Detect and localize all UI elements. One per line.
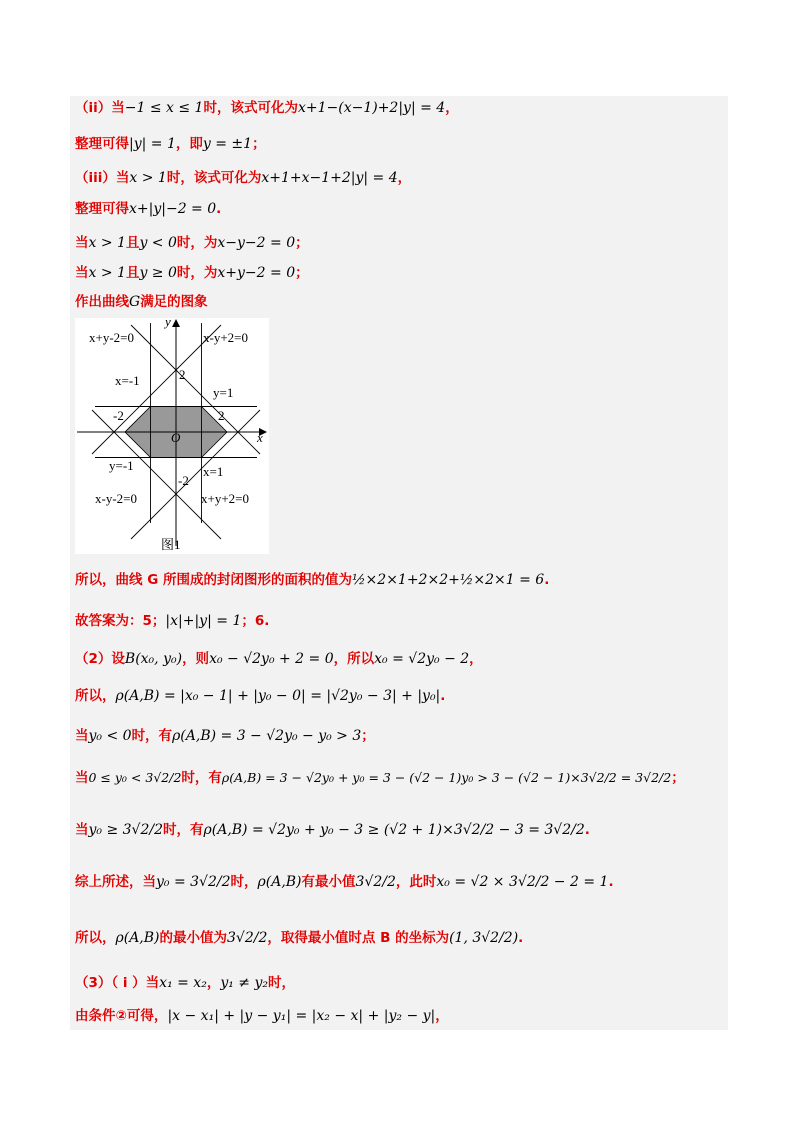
text-line: 当x > 1且y ≥ 0时，为x+y−2 = 0；: [75, 265, 309, 281]
text-line: 所以，ρ(A,B)的最小值为3√2/2，取得最小值时点 B 的坐标为(1, 3√2/2).: [75, 930, 524, 946]
text-line: 当x > 1且y < 0时，为x−y−2 = 0；: [75, 235, 309, 251]
text-line: 由条件②可得，|x − x₁| + |y − y₁| = |x₂ − x| + |y₂ − y|，: [75, 1008, 449, 1024]
label-x-eq-1: x=1: [203, 464, 224, 479]
text-line: （3）（ i ）当x₁ = x₂，y₁ ≠ y₂时，: [75, 975, 296, 991]
label-x-plus-y-minus-2: x+y-2=0: [89, 330, 134, 345]
label-origin: O: [171, 430, 181, 445]
text-line: 当0 ≤ y₀ < 3√2/2时，有ρ(A,B) = 3 − √2y₀ + y₀ = 3 − (√2 − 1)y₀ > 3 − (√2 − 1)×3√2/2 = 3√2/2；: [75, 770, 685, 786]
figure-caption: 图1: [161, 537, 181, 552]
label-y-eq-minus-1: y=-1: [109, 458, 134, 473]
text-line: 整理可得|y| = 1，即y = ±1；: [75, 136, 266, 152]
label-x-minus-y-plus-2: x-y+2=0: [203, 330, 248, 345]
label-tick-minus-2-left: -2: [113, 408, 124, 423]
text-line: （ii）当−1 ≤ x ≤ 1时，该式可化为x+1−(x−1)+2|y| = 4，: [75, 100, 459, 116]
text-line: 所以，曲线 G 所围成的封闭图形的面积的值为½×2×1+2×2+½×2×1 = 6.: [75, 572, 550, 588]
text-line: （2）设B(x₀, y₀)，则x₀ − √2y₀ + 2 = 0，所以x₀ = √2y₀ − 2，: [75, 651, 483, 667]
label-x-plus-y-plus-2: x+y+2=0: [201, 491, 249, 506]
text-line: 故答案为：5；|x|+|y| = 1；6.: [75, 613, 270, 629]
label-y-axis: y: [165, 318, 171, 329]
y-axis-arrow: [172, 319, 180, 327]
label-tick-minus-2-bottom: -2: [178, 473, 189, 488]
label-x-minus-y-minus-2: x-y-2=0: [95, 491, 137, 506]
graph-figure: [75, 318, 269, 554]
label-y-eq-1: y=1: [213, 385, 234, 400]
label-tick-2-right: 2: [218, 408, 225, 423]
text-line: 当y₀ < 0时，有ρ(A,B) = 3 − √2y₀ − y₀ > 3；: [75, 728, 375, 744]
text-line: 综上所述，当y₀ = 3√2/2时，ρ(A,B)有最小值3√2/2，此时x₀ = √2 × 3√2/2 − 2 = 1.: [75, 874, 614, 890]
label-tick-2-top: 2: [179, 367, 186, 382]
text-line: 当y₀ ≥ 3√2/2时，有ρ(A,B) = √2y₀ + y₀ − 3 ≥ (√2 + 1)×3√2/2 − 3 = 3√2/2.: [75, 822, 590, 838]
text-line: （iii）当x > 1时，该式可化为x+1+x−1+2|y| = 4，: [75, 170, 412, 186]
text-line: 整理可得x+|y|−2 = 0.: [75, 201, 222, 217]
text-line: 作出曲线G满足的图象: [75, 294, 208, 310]
label-x-eq-minus-1: x=-1: [115, 373, 140, 388]
label-x-axis: x: [257, 430, 263, 445]
text-line: 所以，ρ(A,B) = |x₀ − 1| + |y₀ − 0| = |√2y₀ − 3| + |y₀|.: [75, 688, 446, 704]
graph-svg: [75, 318, 269, 554]
